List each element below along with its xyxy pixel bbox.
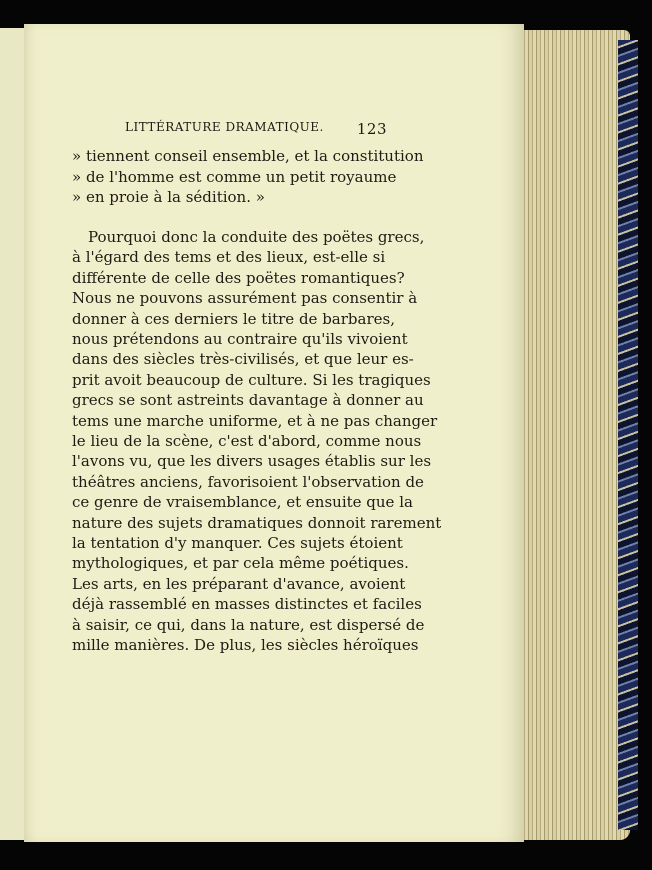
page-number: 123: [356, 120, 387, 138]
paragraph-line: Les arts, en les préparant d'avance, avoient: [72, 574, 406, 593]
quote-line: » tiennent conseil ensemble, et la constitution: [72, 147, 424, 165]
paragraph-line: à saisir, ce qui, dans la nature, est dispersé de: [72, 615, 425, 634]
paragraph-line: la tentation d'y manquer. Ces sujets étoient: [72, 534, 403, 552]
paragraph-line: théâtres anciens, favorisoient l'observation de: [72, 472, 424, 491]
running-title: LITTÉRATURE DRAMATIQUE.: [125, 120, 324, 134]
paragraph-line: le lieu de la scène, c'est d'abord, comme nous: [72, 432, 422, 450]
paragraph-line: l'avons vu, que les divers usages établis sur les: [72, 452, 432, 471]
paragraph-line: différente de celle des poëtes romantiques?: [72, 268, 405, 287]
paragraph-line: prit avoit beaucoup de culture. Si les tragiques: [72, 370, 431, 389]
paragraph-line: nature des sujets dramatiques donnoit rarement: [72, 513, 442, 532]
paragraph-line: déjà rassemblé en masses distinctes et faciles: [72, 595, 422, 614]
paragraph-line: Pourquoi donc la conduite des poëtes grecs,: [88, 228, 425, 246]
paragraph-line: tems une marche uniforme, et à ne pas changer: [72, 411, 438, 430]
paragraph-line: mythologiques, et par cela même poétiques.: [72, 554, 409, 573]
paragraph-line: à l'égard des tems et des lieux, est-elle si: [72, 248, 386, 267]
marbled-cover-edge: [618, 40, 638, 830]
paragraph-line: ce genre de vraisemblance, et ensuite que la: [72, 493, 413, 512]
paragraph-line: mille manières. De plus, les siècles héroïques: [72, 636, 419, 654]
facing-page-edge: [0, 28, 26, 840]
paragraph-line: dans des siècles très-civilisés, et que leur es-: [72, 350, 414, 369]
paragraph-line: nous prétendons au contraire qu'ils vivoient: [72, 330, 408, 348]
paragraph-line: Nous ne pouvons assurément pas consentir à: [72, 289, 418, 308]
running-header: [125, 120, 387, 138]
paragraph-line: grecs se sont astreints davantage à donner au: [72, 391, 424, 410]
quote-line: » de l'homme est comme un petit royaume: [72, 168, 397, 186]
quote-line: » en proie à la sédition. »: [72, 188, 265, 206]
paragraph-line: donner à ces derniers le titre de barbares,: [72, 309, 395, 328]
